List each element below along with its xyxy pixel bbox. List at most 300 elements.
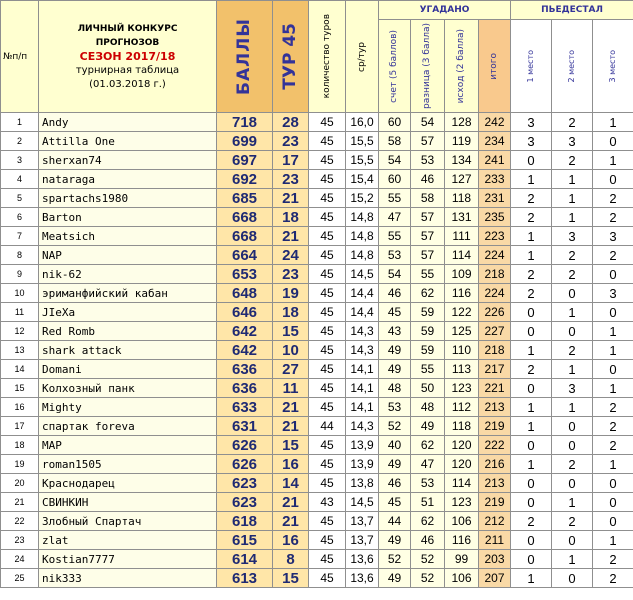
third-place-count: 1 (593, 531, 633, 550)
column-header-second-place: 2 место (552, 20, 593, 113)
score-value: 623 (217, 474, 273, 493)
exact-score-count: 55 (379, 227, 411, 246)
exact-score-count: 46 (379, 474, 411, 493)
row-number: 3 (1, 151, 39, 170)
exact-score-count: 46 (379, 284, 411, 303)
tour-score-value: 17 (273, 151, 309, 170)
second-place-count: 2 (552, 512, 593, 531)
first-place-count: 2 (511, 284, 552, 303)
tour-score-value: 19 (273, 284, 309, 303)
average-value: 13,6 (346, 550, 379, 569)
outcome-count: 123 (445, 493, 479, 512)
goal-difference-count: 48 (411, 398, 445, 417)
first-place-count: 0 (511, 379, 552, 398)
goal-difference-count: 46 (411, 170, 445, 189)
exact-score-count: 49 (379, 455, 411, 474)
first-place-count: 1 (511, 569, 552, 588)
goal-difference-count: 62 (411, 512, 445, 531)
exact-score-count: 53 (379, 398, 411, 417)
rounds-count-value: 45 (309, 265, 346, 284)
outcome-count: 116 (445, 284, 479, 303)
score-value: 699 (217, 132, 273, 151)
row-number: 16 (1, 398, 39, 417)
outcome-count: 112 (445, 398, 479, 417)
second-place-count: 2 (552, 113, 593, 132)
exact-score-count: 40 (379, 436, 411, 455)
participant-name: MAP (39, 436, 217, 455)
score-value: 633 (217, 398, 273, 417)
outcome-count: 114 (445, 474, 479, 493)
column-group-podium: ПЬЕДЕСТАЛ (511, 1, 633, 20)
tour-score-value: 14 (273, 474, 309, 493)
rounds-count-value: 45 (309, 170, 346, 189)
participant-name: nataraga (39, 170, 217, 189)
tour-score-value: 23 (273, 265, 309, 284)
guessed-total: 231 (479, 189, 511, 208)
tour-score-value: 11 (273, 379, 309, 398)
third-place-count: 0 (593, 474, 633, 493)
score-value: 642 (217, 322, 273, 341)
exact-score-count: 45 (379, 493, 411, 512)
outcome-count: 110 (445, 341, 479, 360)
score-value: 623 (217, 493, 273, 512)
table-row (1, 531, 633, 550)
guessed-total: 223 (479, 227, 511, 246)
score-value: 718 (217, 113, 273, 132)
exact-score-count: 54 (379, 151, 411, 170)
guessed-total: 235 (479, 208, 511, 227)
exact-score-count: 60 (379, 113, 411, 132)
rounds-count-value: 45 (309, 208, 346, 227)
first-place-count: 1 (511, 417, 552, 436)
outcome-count: 127 (445, 170, 479, 189)
average-value: 14,3 (346, 322, 379, 341)
outcome-count: 111 (445, 227, 479, 246)
goal-difference-count: 53 (411, 474, 445, 493)
row-number: 19 (1, 455, 39, 474)
tour-score-value: 21 (273, 189, 309, 208)
tour-score-value: 16 (273, 455, 309, 474)
average-value: 13,7 (346, 531, 379, 550)
column-group-guessed: УГАДАНО (379, 1, 511, 20)
first-place-count: 1 (511, 341, 552, 360)
table-row (1, 303, 633, 322)
third-place-count: 2 (593, 436, 633, 455)
row-number: 6 (1, 208, 39, 227)
rounds-count-value: 45 (309, 322, 346, 341)
row-number: 22 (1, 512, 39, 531)
tour-score-value: 18 (273, 303, 309, 322)
participant-name: Domani (39, 360, 217, 379)
guessed-total: 211 (479, 531, 511, 550)
second-place-count: 1 (552, 493, 593, 512)
exact-score-count: 58 (379, 132, 411, 151)
average-value: 13,9 (346, 436, 379, 455)
goal-difference-count: 55 (411, 360, 445, 379)
table-row (1, 398, 633, 417)
table-row (1, 341, 633, 360)
row-number: 13 (1, 341, 39, 360)
rounds-count-value: 45 (309, 303, 346, 322)
row-number: 15 (1, 379, 39, 398)
rounds-count-value: 45 (309, 379, 346, 398)
tour-score-value: 16 (273, 531, 309, 550)
exact-score-count: 47 (379, 208, 411, 227)
outcome-count: 116 (445, 531, 479, 550)
average-value: 14,1 (346, 360, 379, 379)
second-place-count: 0 (552, 569, 593, 588)
guessed-total: 242 (479, 113, 511, 132)
table-row (1, 569, 633, 588)
goal-difference-count: 57 (411, 208, 445, 227)
second-place-count: 1 (552, 189, 593, 208)
row-number: 14 (1, 360, 39, 379)
average-value: 14,4 (346, 303, 379, 322)
rounds-count-value: 45 (309, 151, 346, 170)
tour-score-value: 21 (273, 512, 309, 531)
first-place-count: 2 (511, 360, 552, 379)
table-row (1, 151, 633, 170)
participant-name: эриманфийский кабан (39, 284, 217, 303)
goal-difference-count: 50 (411, 379, 445, 398)
rounds-count-value: 45 (309, 227, 346, 246)
guessed-total: 213 (479, 398, 511, 417)
row-number: 1 (1, 113, 39, 132)
score-value: 642 (217, 341, 273, 360)
third-place-count: 0 (593, 512, 633, 531)
contest-title-line1: ЛИЧНЫЙ КОНКУРС (77, 23, 178, 34)
row-number: 5 (1, 189, 39, 208)
third-place-count: 2 (593, 398, 633, 417)
second-place-count: 3 (552, 227, 593, 246)
table-row (1, 436, 633, 455)
second-place-count: 0 (552, 284, 593, 303)
tour-score-value: 21 (273, 227, 309, 246)
score-value: 697 (217, 151, 273, 170)
second-place-count: 0 (552, 531, 593, 550)
rounds-count-value: 45 (309, 284, 346, 303)
first-place-count: 1 (511, 398, 552, 417)
guessed-total: 219 (479, 417, 511, 436)
table-row (1, 265, 633, 284)
first-place-count: 0 (511, 474, 552, 493)
column-header-score: БАЛЛЫ (217, 1, 273, 113)
third-place-count: 1 (593, 379, 633, 398)
second-place-count: 1 (552, 360, 593, 379)
first-place-count: 0 (511, 531, 552, 550)
guessed-total: 218 (479, 341, 511, 360)
third-place-count: 2 (593, 417, 633, 436)
average-value: 15,2 (346, 189, 379, 208)
participant-name: nik333 (39, 569, 217, 588)
average-value: 14,5 (346, 265, 379, 284)
goal-difference-count: 59 (411, 341, 445, 360)
participant-name: nik-62 (39, 265, 217, 284)
score-value: 615 (217, 531, 273, 550)
participant-name: shark attack (39, 341, 217, 360)
tour-score-value: 27 (273, 360, 309, 379)
exact-score-count: 44 (379, 512, 411, 531)
row-number: 24 (1, 550, 39, 569)
table-row (1, 360, 633, 379)
goal-difference-count: 57 (411, 246, 445, 265)
guessed-total: 233 (479, 170, 511, 189)
first-place-count: 0 (511, 303, 552, 322)
third-place-count: 0 (593, 303, 633, 322)
goal-difference-count: 62 (411, 284, 445, 303)
second-place-count: 2 (552, 151, 593, 170)
exact-score-count: 52 (379, 417, 411, 436)
rounds-count-value: 45 (309, 436, 346, 455)
tour-score-value: 21 (273, 493, 309, 512)
outcome-count: 123 (445, 379, 479, 398)
exact-score-count: 52 (379, 550, 411, 569)
column-header-tour: ТУР 45 (273, 1, 309, 113)
row-number: 7 (1, 227, 39, 246)
second-place-count: 0 (552, 417, 593, 436)
first-place-count: 0 (511, 151, 552, 170)
average-value: 14,8 (346, 208, 379, 227)
participant-name: sherxan74 (39, 151, 217, 170)
rounds-count-value: 45 (309, 341, 346, 360)
third-place-count: 0 (593, 493, 633, 512)
average-value: 13,7 (346, 512, 379, 531)
guessed-total: 226 (479, 303, 511, 322)
first-place-count: 0 (511, 436, 552, 455)
average-value: 14,8 (346, 246, 379, 265)
header-row-top (1, 1, 633, 20)
table-row (1, 512, 633, 531)
participant-name: Red Romb (39, 322, 217, 341)
table-row (1, 417, 633, 436)
first-place-count: 2 (511, 208, 552, 227)
participant-name: Barton (39, 208, 217, 227)
row-number: 18 (1, 436, 39, 455)
third-place-count: 2 (593, 569, 633, 588)
participant-name: JIeXa (39, 303, 217, 322)
participant-name: Краснодарец (39, 474, 217, 493)
rounds-count-value: 45 (309, 132, 346, 151)
participant-name: spartachs1980 (39, 189, 217, 208)
table-row (1, 132, 633, 151)
third-place-count: 3 (593, 284, 633, 303)
second-place-count: 3 (552, 379, 593, 398)
first-place-count: 1 (511, 227, 552, 246)
outcome-count: 120 (445, 455, 479, 474)
row-number: 17 (1, 417, 39, 436)
goal-difference-count: 62 (411, 436, 445, 455)
first-place-count: 1 (511, 246, 552, 265)
participant-name: Andy (39, 113, 217, 132)
exact-score-count: 48 (379, 379, 411, 398)
table-row (1, 170, 633, 189)
third-place-count: 0 (593, 360, 633, 379)
column-header-goal-difference: разница (3 балла) (411, 20, 445, 113)
guessed-total: 224 (479, 246, 511, 265)
column-header-total: итого (479, 20, 511, 113)
tour-score-value: 28 (273, 113, 309, 132)
average-value: 14,1 (346, 398, 379, 417)
tour-score-value: 24 (273, 246, 309, 265)
second-place-count: 1 (552, 170, 593, 189)
season-label: СЕЗОН 2017/18 (79, 49, 176, 63)
outcome-count: 128 (445, 113, 479, 132)
rounds-count-value: 45 (309, 398, 346, 417)
average-value: 13,8 (346, 474, 379, 493)
column-header-outcome: исход (2 балла) (445, 20, 479, 113)
third-place-count: 1 (593, 341, 633, 360)
rounds-count-value: 45 (309, 531, 346, 550)
exact-score-count: 49 (379, 531, 411, 550)
third-place-count: 1 (593, 151, 633, 170)
tour-score-value: 23 (273, 132, 309, 151)
outcome-count: 113 (445, 360, 479, 379)
table-row (1, 113, 633, 132)
third-place-count: 2 (593, 189, 633, 208)
table-row (1, 284, 633, 303)
goal-difference-count: 58 (411, 189, 445, 208)
third-place-count: 0 (593, 132, 633, 151)
outcome-count: 109 (445, 265, 479, 284)
row-number: 20 (1, 474, 39, 493)
participant-name: Attilla One (39, 132, 217, 151)
standings-body (1, 113, 633, 588)
row-number: 23 (1, 531, 39, 550)
average-value: 14,8 (346, 227, 379, 246)
rounds-count-value: 45 (309, 189, 346, 208)
guessed-total: 222 (479, 436, 511, 455)
tour-score-value: 18 (273, 208, 309, 227)
row-number: 9 (1, 265, 39, 284)
row-number: 10 (1, 284, 39, 303)
outcome-count: 114 (445, 246, 479, 265)
score-value: 692 (217, 170, 273, 189)
score-value: 648 (217, 284, 273, 303)
participant-name: roman1505 (39, 455, 217, 474)
score-value: 613 (217, 569, 273, 588)
second-place-count: 1 (552, 550, 593, 569)
column-header-first-place: 1 место (511, 20, 552, 113)
column-header-third-place: 3 место (593, 20, 633, 113)
average-value: 14,4 (346, 284, 379, 303)
average-value: 14,5 (346, 493, 379, 512)
row-number: 12 (1, 322, 39, 341)
average-value: 13,9 (346, 455, 379, 474)
exact-score-count: 49 (379, 341, 411, 360)
third-place-count: 1 (593, 113, 633, 132)
row-number: 8 (1, 246, 39, 265)
table-row (1, 550, 633, 569)
outcome-count: 106 (445, 569, 479, 588)
exact-score-count: 55 (379, 189, 411, 208)
guessed-total: 203 (479, 550, 511, 569)
goal-difference-count: 47 (411, 455, 445, 474)
rounds-count-value: 45 (309, 550, 346, 569)
score-value: 668 (217, 227, 273, 246)
guessed-total: 207 (479, 569, 511, 588)
first-place-count: 2 (511, 512, 552, 531)
exact-score-count: 49 (379, 569, 411, 588)
participant-name: Колхозный панк (39, 379, 217, 398)
participant-name: Mighty (39, 398, 217, 417)
rounds-count-value: 45 (309, 512, 346, 531)
table-row (1, 455, 633, 474)
exact-score-count: 49 (379, 360, 411, 379)
guessed-total: 227 (479, 322, 511, 341)
score-value: 636 (217, 379, 273, 398)
first-place-count: 2 (511, 265, 552, 284)
second-place-count: 1 (552, 208, 593, 227)
guessed-total: 241 (479, 151, 511, 170)
second-place-count: 0 (552, 322, 593, 341)
table-row (1, 246, 633, 265)
first-place-count: 1 (511, 170, 552, 189)
row-number: 2 (1, 132, 39, 151)
tour-score-value: 8 (273, 550, 309, 569)
tour-score-value: 15 (273, 322, 309, 341)
outcome-count: 131 (445, 208, 479, 227)
tour-score-value: 15 (273, 569, 309, 588)
third-place-count: 3 (593, 227, 633, 246)
rounds-count-value: 45 (309, 569, 346, 588)
rounds-count-value: 45 (309, 474, 346, 493)
table-row (1, 379, 633, 398)
second-place-count: 0 (552, 436, 593, 455)
tour-score-value: 23 (273, 170, 309, 189)
score-value: 636 (217, 360, 273, 379)
second-place-count: 3 (552, 132, 593, 151)
table-row (1, 208, 633, 227)
guessed-total: 217 (479, 360, 511, 379)
participant-name: NAP (39, 246, 217, 265)
outcome-count: 122 (445, 303, 479, 322)
participant-name: Злобный Спартач (39, 512, 217, 531)
exact-score-count: 54 (379, 265, 411, 284)
table-row (1, 322, 633, 341)
table-row (1, 227, 633, 246)
rounds-count-value: 45 (309, 360, 346, 379)
outcome-count: 106 (445, 512, 479, 531)
guessed-total: 224 (479, 284, 511, 303)
second-place-count: 1 (552, 398, 593, 417)
participant-name: Meatsich (39, 227, 217, 246)
guessed-total: 221 (479, 379, 511, 398)
first-place-count: 1 (511, 455, 552, 474)
column-header-exact-score: счет (5 баллов) (379, 20, 411, 113)
third-place-count: 2 (593, 246, 633, 265)
first-place-count: 0 (511, 550, 552, 569)
outcome-count: 120 (445, 436, 479, 455)
exact-score-count: 53 (379, 246, 411, 265)
participant-name: спартак foreva (39, 417, 217, 436)
outcome-count: 118 (445, 417, 479, 436)
guessed-total: 216 (479, 455, 511, 474)
rounds-count-value: 45 (309, 455, 346, 474)
tour-score-value: 21 (273, 417, 309, 436)
score-value: 631 (217, 417, 273, 436)
first-place-count: 3 (511, 113, 552, 132)
rounds-count-value: 45 (309, 246, 346, 265)
goal-difference-count: 54 (411, 113, 445, 132)
tour-score-value: 21 (273, 398, 309, 417)
average-value: 14,3 (346, 417, 379, 436)
third-place-count: 0 (593, 265, 633, 284)
goal-difference-count: 52 (411, 550, 445, 569)
score-value: 685 (217, 189, 273, 208)
goal-difference-count: 55 (411, 265, 445, 284)
second-place-count: 1 (552, 303, 593, 322)
score-value: 618 (217, 512, 273, 531)
